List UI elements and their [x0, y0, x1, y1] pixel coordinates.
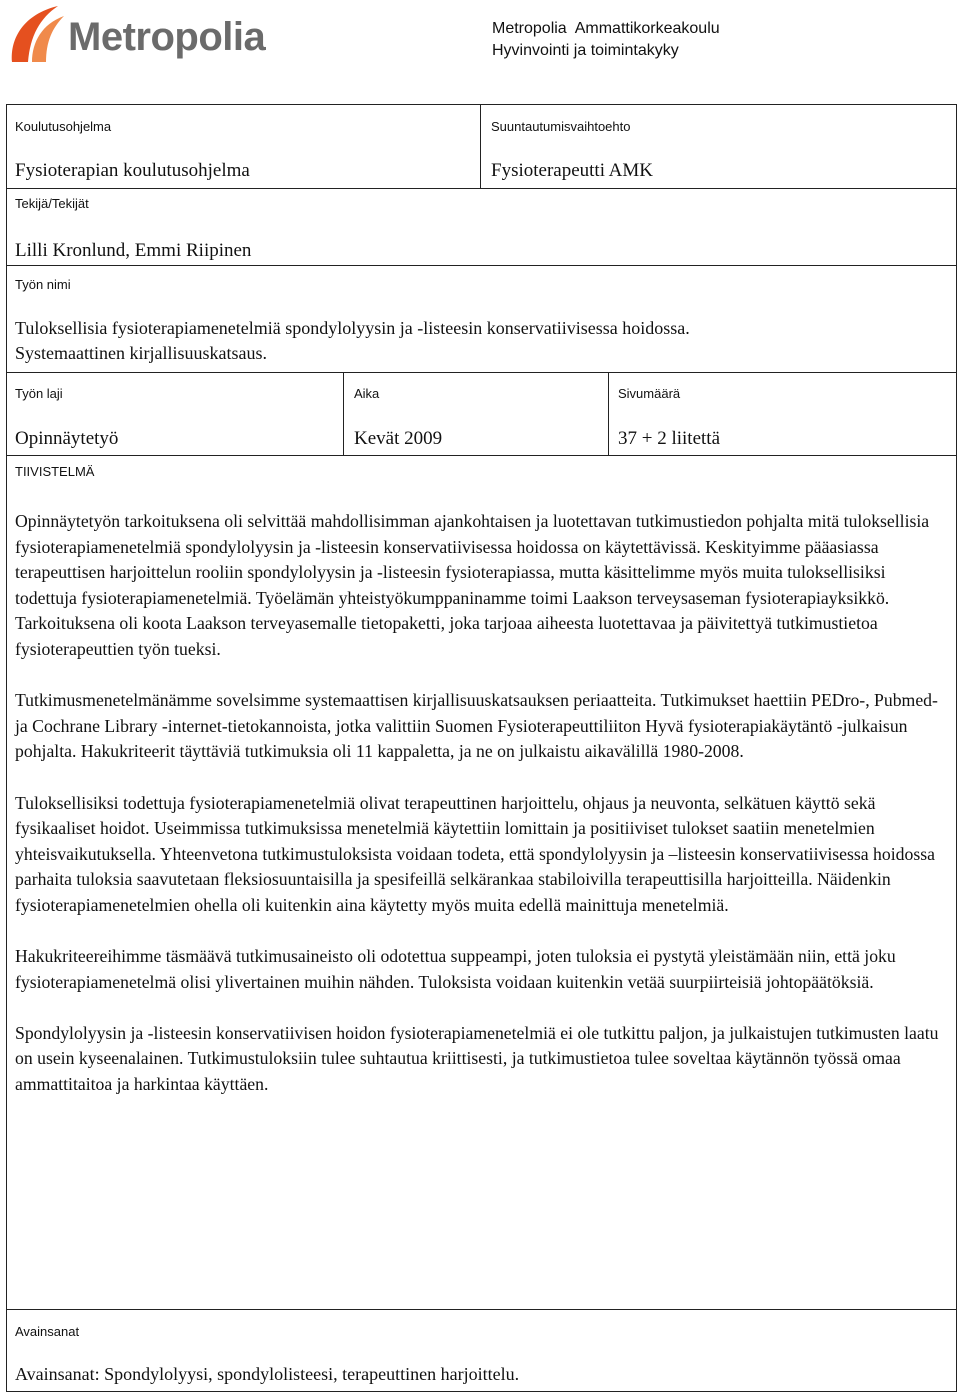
institution-name: Metropolia Ammattikorkeakoulu: [492, 20, 720, 37]
authors-value: Lilli Kronlund, Emmi Riipinen: [15, 240, 252, 261]
pages-value: 37 + 2 liitettä: [618, 428, 721, 449]
metropolia-flame-icon: [6, 2, 70, 66]
divider: [6, 188, 957, 189]
time-value: Kevät 2009: [354, 428, 443, 449]
title-label: Työn nimi: [15, 277, 71, 292]
abstract-paragraph: Opinnäytetyön tarkoituksena oli selvittää mahdollisimman ajankohtaisen ja luotettavan tutkimustiedon pohjalta mitä tuloksellisia fysioterapiamenetelmiä spondylolyysin ja -listeesin konservatiivisessa hoidossa on käytettävissä. Keskityimme pääasiassa terapeuttisen harjoittelun rooliin spondylolyysin ja -listeesin fysioterapiassa, mutta käsittelimme myös muita tuloksellisiksi todettuja fysioterapiamenetelmiä. Työelämän yhteistyökumppaninamme toimi Laakson terveysaseman fysioterapiayksikkö. Tarkoituksena oli koota Laakson terveyasemalle tietopaketti, joka tarjoaa aiheesta luotettavaa ja päivitettyä tutkimustietoa fysioterapeuttien työn tueksi.: [15, 511, 930, 659]
programme-value: Fysioterapian koulutusohjelma: [15, 160, 250, 181]
divider: [343, 372, 344, 455]
divider: [6, 265, 957, 266]
abstract-paragraph: Tutkimusmenetelmänämme sovelsimme systemaattisen kirjallisuuskatsauksen periaatteita. Tutkimukset haettiin PEDro-, Pubmed- ja Cochrane Library -internet-tietokannoista, jotka valittiin Suomen Fysioterapeuttiliiton Hyvä fysioterapiakäytäntö -julkaisun pohjalta. Hakukriteerit täyttäviä tutkimuksia oli 11 kappaletta, ja ne on julkaistu aikavälillä 1980-2008.: [15, 690, 938, 762]
pages-label: Sivumäärä: [618, 386, 681, 401]
divider: [6, 1309, 957, 1310]
abstract-body: [15, 509, 950, 1123]
logo-text: Metropolia: [68, 15, 266, 59]
orientation-label: Suuntautumisvaihtoehto: [491, 119, 631, 134]
type-value: Opinnäytetyö: [15, 428, 119, 449]
metropolia-logo: [6, 2, 276, 66]
type-label: Työn laji: [15, 386, 63, 401]
abstract-label: TIIVISTELMÄ: [15, 464, 95, 479]
programme-label: Koulutusohjelma: [15, 119, 112, 134]
abstract-paragraph: Tuloksellisiksi todettuja fysioterapiamenetelmiä olivat terapeuttinen harjoittelu, ohjaus ja neuvonta, selkätuen käyttö sekä fysikaaliset hoidot. Useimmissa tutkimuksissa menetelmiä käytettiin lomittain ja positiiviset tulokset saatiin menetelmien yhteisvaikutuksella. Yhteenvetona tutkimustuloksista voidaan todeta, että spondylolyysin ja –listeesin konservatiivisessa hoidossa parhaita tuloksia saavutetaan fleksiosuuntaisilla ja spesifeillä selkärankaa stabiloivilla terapeuttisilla harjoitteilla. Näidenkin fysioterapiamenetelmien ohella oli kuitenkin aina käytetty myös muita edellä mainittuja menetelmiä.: [15, 792, 935, 915]
divider: [608, 372, 609, 455]
orientation-value: Fysioterapeutti AMK: [491, 160, 654, 181]
thesis-title-line1: Tuloksellisia fysioterapiamenetelmiä spondylolyysin ja -listeesin konservatiivisessa hoidossa.: [15, 318, 690, 338]
abstract-paragraph: Hakukriteereihimme täsmäävä tutkimusaineisto oli odotettua suppeampi, joten tuloksia ei pystytä yleistämään niin, että joku fysioterapiamenetelmä olisi ylivertainen muihin nähden. Tuloksista voidaan kuitenkin vetää suurpiirteisiä johtopäätöksiä.: [15, 946, 896, 992]
thesis-title-line2: Systemaattinen kirjallisuuskatsaus.: [15, 343, 267, 363]
divider: [480, 104, 481, 188]
divider: [6, 455, 957, 456]
authors-label: Tekijä/Tekijät: [15, 196, 89, 211]
divider: [6, 372, 957, 373]
institution-department: Hyvinvointi ja toimintakyky: [492, 42, 679, 59]
time-label: Aika: [354, 386, 380, 401]
abstract-paragraph: Spondylolyysin ja -listeesin konservatiivisen hoidon fysioterapiamenetelmiä ei ole tutkittu paljon, ja julkaistujen tutkimusten laatu on usein kyseenalainen. Tutkimustuloksiin tulee suhtautua kriittisesti, ja tutkimustietoa tulee soveltaa käytännön työssä omaa ammattitaitoa ja harkintaa käyttäen.: [15, 1022, 939, 1095]
keywords-value: Avainsanat: Spondylolyysi, spondylolisteesi, terapeuttinen harjoittelu.: [15, 1364, 520, 1384]
keywords-label: Avainsanat: [15, 1324, 80, 1339]
institution-header: [492, 18, 720, 62]
